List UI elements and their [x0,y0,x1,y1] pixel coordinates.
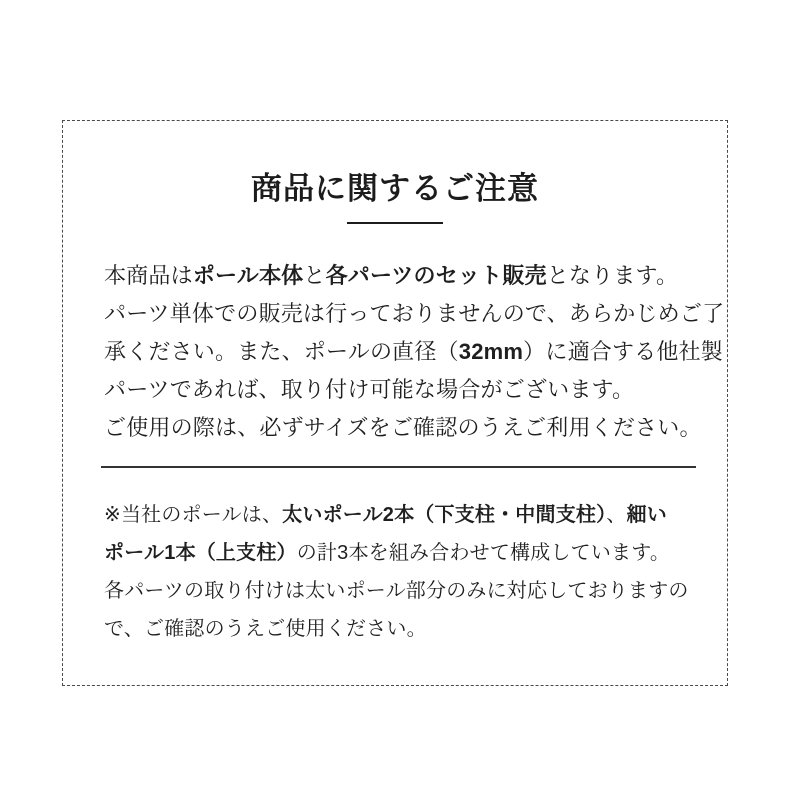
text-line [104,257,696,295]
text-segment: で、ご確認のうえご使用ください。 [104,618,427,640]
text-line [104,610,696,648]
text-segment: 本商品は [104,263,193,288]
notice-title: 商品に関するご注意 [251,171,539,206]
text-segment: の計3本を組み合わせて構成しています。 [296,542,671,564]
text-segment: ※当社のポールは、 [104,504,283,526]
text-line [104,496,696,534]
text-line [104,371,696,409]
bold-text-segment: 各パーツのセット販売 [325,263,547,288]
text-line [104,295,725,333]
text-segment: 、 [606,504,627,526]
bold-text-segment: ポール1本（上支柱） [104,542,297,564]
bold-text-segment: 細い [626,504,667,526]
bold-text-segment: 太いポール2本（下支柱・中間支柱） [282,504,607,526]
text-segment: と [303,263,326,288]
notice-paragraph-pole-structure [63,496,727,648]
text-segment: パーツであれば、取り付け可能な場合がございます。 [104,377,635,402]
bold-text-segment: 32mm [458,339,524,364]
section-divider [101,466,696,468]
text-line [104,572,696,610]
text-line [104,333,723,371]
bold-text-segment: ポール本体 [192,263,304,288]
text-line [104,534,696,572]
text-segment: となります。 [546,263,679,288]
title-underline [347,222,443,224]
text-segment: 各パーツの取り付けは太いポール部分のみに対応しておりますの [104,580,689,602]
text-segment: 承ください。また、ポールの直径（ [104,339,459,364]
text-segment: パーツ単体での販売は行っておりませんので、あらかじめご了 [104,301,725,326]
notice-paragraph-sales [63,257,727,447]
text-segment: ）に適合する他社製 [523,339,723,364]
text-line [104,409,702,447]
text-segment: ご使用の際は、必ずサイズをご確認のうえご利用ください。 [104,415,702,440]
notice-box [62,120,728,686]
